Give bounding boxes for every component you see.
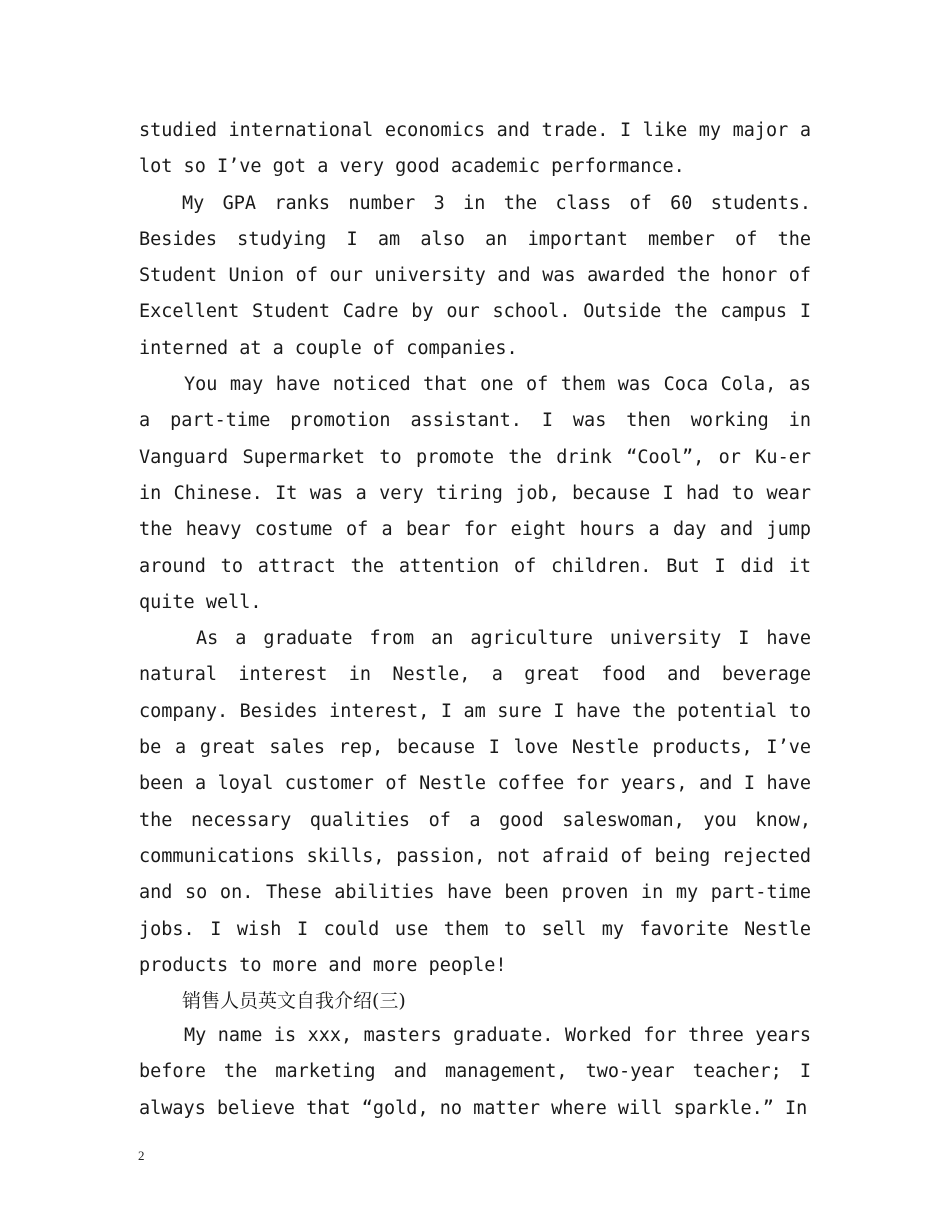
paragraph-gpa: My GPA ranks number 3 in the class of 60 students. Besides studying I am also an important member of the Student Union of our university and was awarded the honor of Excellent Student Cadre by our school. Outside the campus I interned at a couple of companies. xyxy=(139,192,811,359)
paragraph-coca-cola: You may have noticed that one of them was Coca Cola, as a part-time promotion assistant. I was then working in Vanguard Supermarket to promote the drink “Cool”, or Ku-er in Chinese. It was a very tiring job, because I had to wear the heavy costume of a bear for eight hours a day and jump around to attract the attention of children. But I did it quite well. xyxy=(139,374,811,613)
page-number: 2 xyxy=(138,1148,145,1163)
paragraph-introduction: My name is xxx, masters graduate. Worked for three years before the marketing and management, two-year teacher; I always believe that “gold, no matter where will sparkle.” In xyxy=(139,1025,811,1119)
paragraph-continuation: studied international economics and trade. I like my major a lot so I’ve got a very good academic performance. xyxy=(139,120,811,178)
paragraph-nestle: As a graduate from an agriculture university I have natural interest in Nestle, a great food and beverage company. Besides interest, I am sure I have the potential to be a great sales rep, because I love Nestle products, I’ve been a loyal customer of Nestle coffee for years, and I have the necessary qualities of a good saleswoman, you know, communications skills, passion, not afraid of being rejected and so on. These abilities have been proven in my part-time jobs. I wish I could use them to sell my favorite Nestle products to more and more people! xyxy=(139,628,811,976)
section-heading: 销售人员英文自我介绍(三) xyxy=(182,990,406,1013)
body-text xyxy=(139,113,811,1127)
